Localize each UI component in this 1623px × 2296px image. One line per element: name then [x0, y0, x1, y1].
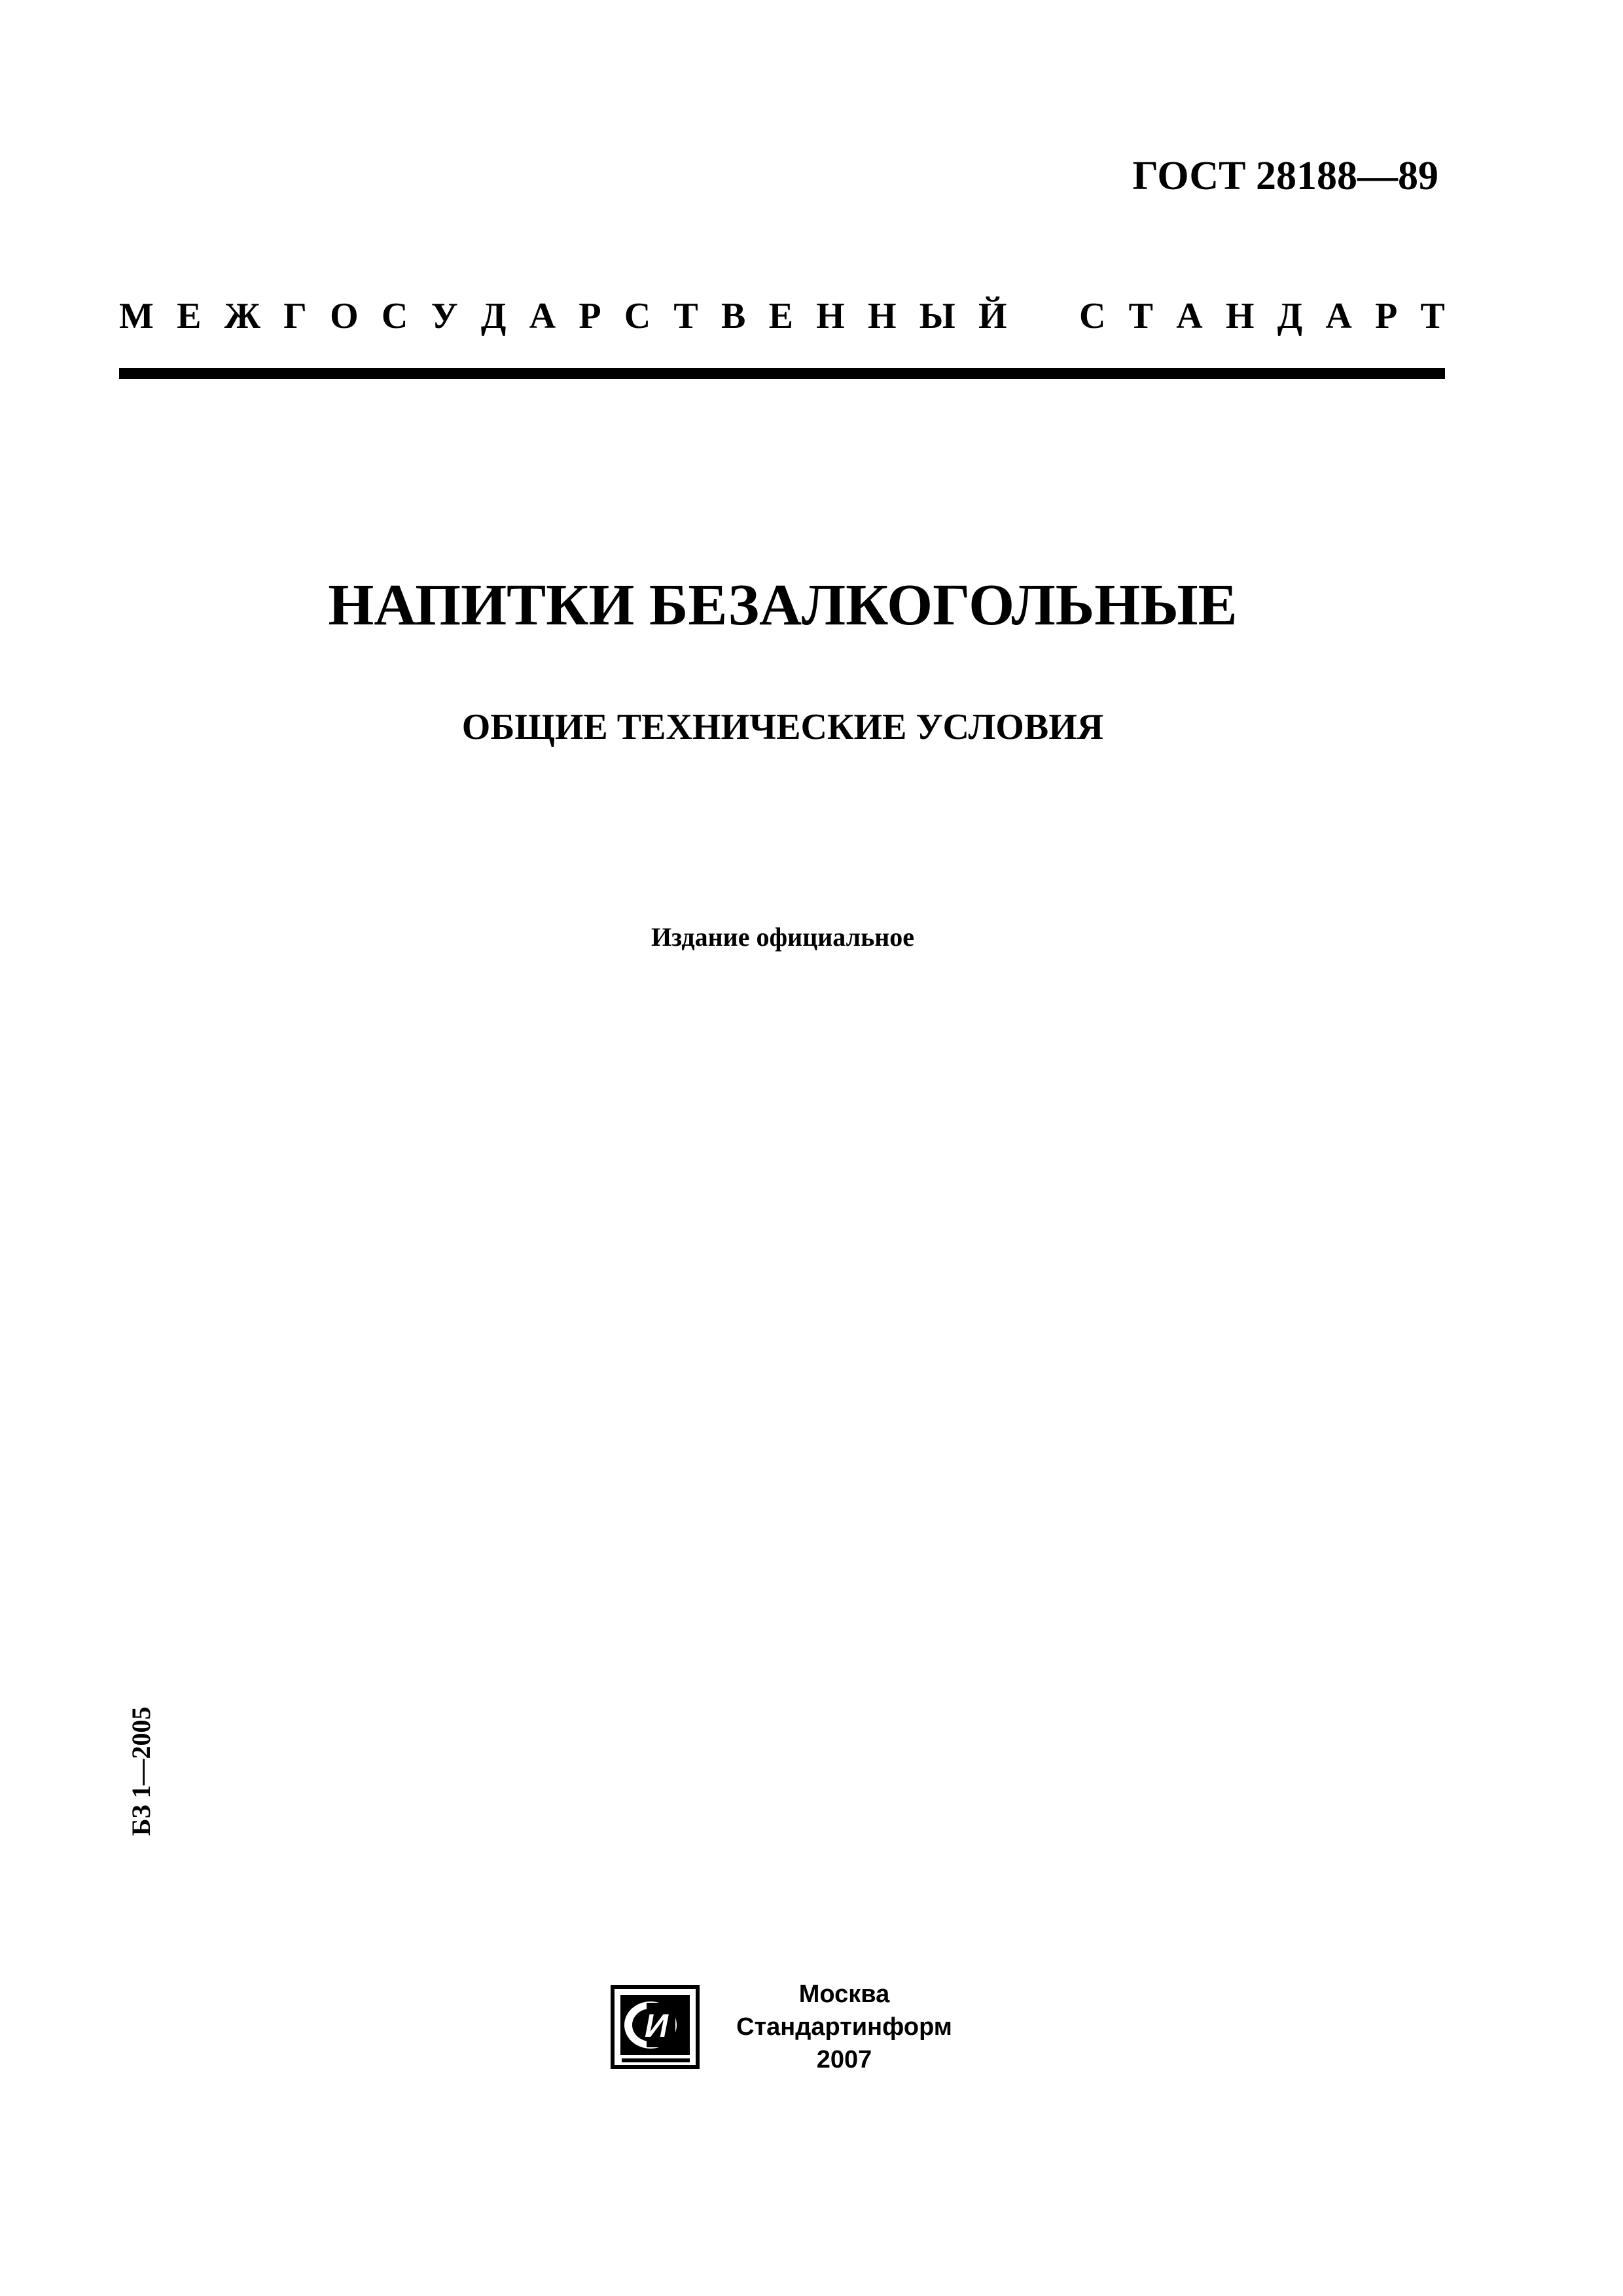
- standard-type-heading: [119, 298, 1445, 334]
- heading-letter: Т: [1128, 296, 1153, 336]
- heading-letter: С: [1079, 296, 1106, 336]
- heading-letter: Р: [1375, 296, 1398, 336]
- heading-letter: С: [381, 296, 408, 336]
- side-catalog-code: БЗ 1—2005: [126, 1706, 156, 1836]
- publisher-block: [720, 1978, 969, 2076]
- heading-letter: О: [330, 296, 359, 336]
- heading-letter: Й: [978, 296, 1007, 336]
- publisher-city: Москва: [798, 1981, 890, 2008]
- heading-letter: Е: [177, 296, 202, 336]
- heading-letter: Г: [283, 296, 307, 336]
- heading-letter: Т: [673, 296, 698, 336]
- heading-letter: С: [624, 296, 651, 336]
- publisher-year: 2007: [816, 2046, 872, 2073]
- heading-letter: А: [529, 296, 556, 336]
- header-rule: [119, 368, 1445, 379]
- publisher-logo: [607, 1983, 703, 2073]
- word-gap: [1030, 298, 1056, 334]
- heading-letter: Н: [867, 296, 897, 336]
- heading-letter: Е: [768, 296, 793, 336]
- document-number: ГОСТ 28188—89: [1132, 154, 1438, 198]
- heading-letter: Д: [480, 296, 507, 336]
- heading-letter: Д: [1277, 296, 1303, 336]
- publisher-name: Стандартинформ: [736, 2013, 952, 2041]
- edition-label: Издание официальное: [651, 922, 915, 952]
- heading-letter: Ы: [919, 296, 955, 336]
- heading-letter: А: [1176, 296, 1203, 336]
- heading-letter: Р: [579, 296, 601, 336]
- heading-letter: Н: [816, 296, 845, 336]
- heading-letter: А: [1325, 296, 1352, 336]
- logo-lettering: И: [645, 2007, 668, 2044]
- document-title: НАПИТКИ БЕЗАЛКОГОЛЬНЫЕ: [328, 573, 1238, 637]
- heading-letter: Т: [1420, 296, 1445, 336]
- heading-letter: Ж: [224, 296, 261, 336]
- heading-letter: У: [431, 296, 458, 336]
- document-subtitle: ОБЩИЕ ТЕХНИЧЕСКИЕ УСЛОВИЯ: [461, 707, 1104, 747]
- heading-letter: М: [119, 296, 154, 336]
- heading-letter: Н: [1225, 296, 1255, 336]
- heading-letter: В: [721, 296, 746, 336]
